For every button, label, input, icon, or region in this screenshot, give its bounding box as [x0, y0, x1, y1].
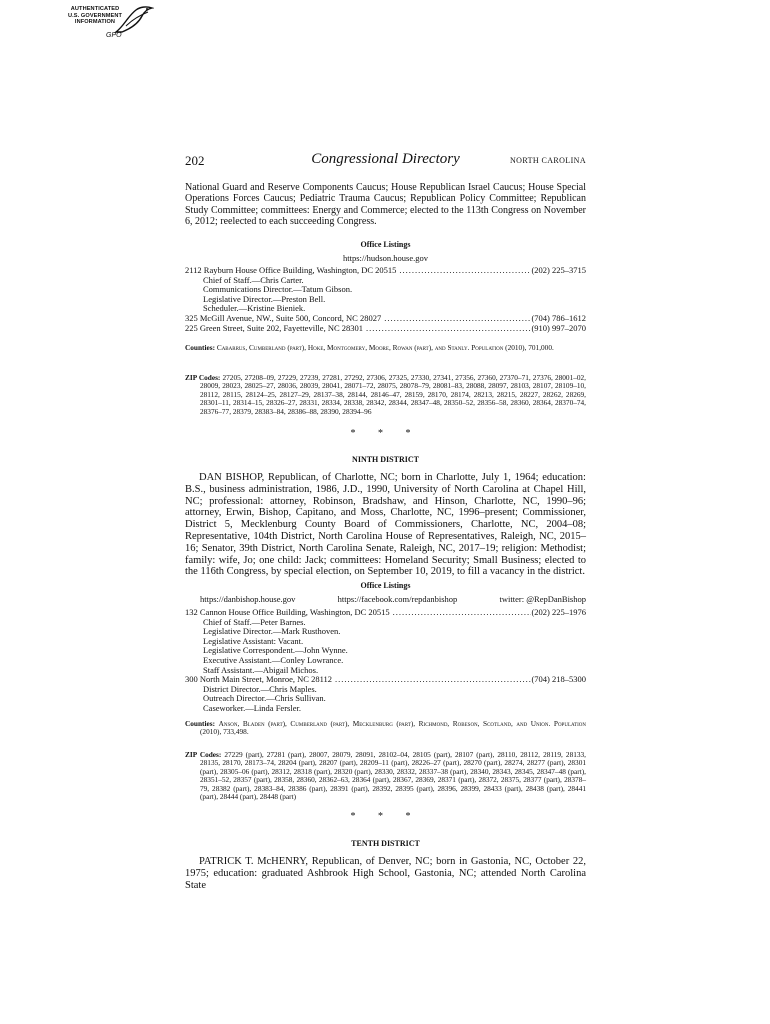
district-office-address: 325 McGill Avenue, NW., Suite 500, Concord, NC 28027	[185, 312, 382, 323]
member-name: DAN BISHOP	[199, 472, 262, 483]
office-listing-block	[185, 266, 586, 333]
office-url: https://hudson.house.gov	[342, 253, 428, 263]
district-office-phone: (704) 218–5300	[531, 674, 586, 685]
section-separator: * * *	[350, 811, 421, 822]
staff-line: Scheduler.—Kristine Bieniek.	[203, 303, 306, 314]
staff-line: Legislative Correspondent.—John Wynne.	[203, 645, 348, 656]
staff-line: Legislative Director.—Mark Rusthoven.	[203, 626, 341, 637]
zip-codes-block	[185, 751, 586, 801]
member-biography	[185, 472, 586, 578]
staff-line: Caseworker.—Linda Fersler.	[203, 702, 301, 713]
biography-text: , Republican, of Denver, NC; born in Gastonia, NC, October 22, 1975; education: graduated Ashbrook High School, Gastonia, NC; attended North Carolina State	[185, 856, 586, 891]
page-title: Congressional Directory	[311, 151, 460, 167]
leader-dots	[332, 675, 531, 685]
logo-line: INFORMATION	[74, 19, 116, 26]
dc-office-address: 2112 Rayburn House Office Building, Washington, DC 20515	[185, 265, 397, 275]
page-number: 202	[185, 153, 205, 168]
member-biography	[185, 856, 586, 891]
leader-dots	[396, 266, 531, 276]
staff-line: Legislative Assistant: Vacant.	[203, 635, 304, 646]
website-url: https://danbishop.house.gov	[200, 594, 296, 604]
biography-text: , Republican, of Charlotte, NC; born in Charlotte, July 1, 1964; education: B.S., business administration, 1986, J.D., 1990, University of North Carolina at Chapel Hill, NC; professional: attorney, Robinson, Bradshaw, and Hinson, Charlotte, NC, 1990–96; attorney, Erwin, Bishop, Capitano, and Moss, Charlotte, NC, 1996–present; Commissioner, District 5, Mecklenburg County Board of Commissioners, Charlotte, NC, 2004–08; Representative, 104th District, North Carolina House of Representatives, Raleigh, NC, 2015–16; Senator, 39th District, North Carolina Senate, Raleigh, NC, 2017–19; religion: Methodist; family: wife, Jo; one child: Jack; committees: Homeland Security; Small Business; elected to the 116th Congress, by special election, on September 10, 2019, to fill a vacancy in the district.	[185, 472, 586, 578]
leader-dots	[363, 324, 531, 334]
office-listings-heading: Office Listings	[360, 581, 411, 590]
leader-dots	[390, 608, 532, 618]
logo-line: AUTHENTICATED	[70, 6, 120, 12]
twitter-handle: twitter: @RepDanBishop	[499, 594, 586, 604]
zip-text: 27229 (part), 27281 (part), 28007, 28079, 28091, 28102–04, 28105 (part), 28107 (part), 28110, 28112, 28119, 28133, 28135, 28170, 28173–74, 28204 (part), 28207 (part), 28209–11 (part), 28226–27 (part), 28270 (part), 28274, 28277 (part), 28301 (part), 28305–06 (part), 28312, 28318 (part), 28320 (part), 28330, 28332, 28337–38 (part), 28340, 28343, 28345, 28347–48 (part), 28351–52, 28357 (part), 28358, 28360, 28362–63, 28364 (part), 28367, 28369, 28371 (part), 28372, 28375, 28377 (part), 28378–79, 28382 (part), 28383–84, 28386 (part), 28391 (part), 28392, 28395 (part), 28396, 28399, 28433 (part), 28438 (part), 28441 (part), 28444 (part), 28448 (part)	[200, 750, 586, 802]
staff-line: Chief of Staff.—Peter Barnes.	[203, 616, 306, 627]
dc-office-phone: (202) 225–1976	[531, 607, 586, 617]
staff-line: District Director.—Chris Maples.	[203, 683, 317, 694]
district-office-row	[185, 324, 586, 334]
intro-paragraph: National Guard and Reserve Components Caucus; House Republican Israel Caucus; House Special Operations Forces Caucus; Pediatric Trauma Caucus; Republican Policy Committee; Republican Study Committee; committees: Energy and Commerce; elected to the 113th Congress on November 6, 2012; reelected to each succeeding Congress.	[185, 182, 586, 228]
district-office-address: 225 Green Street, Suite 202, Fayetteville, NC 28301	[185, 322, 363, 333]
counties-text: Anson, Bladen (part), Cumberland (part), Mecklenburg (part), Richmond, Robeson, Scotland, and Union. Population (2010), 733,498.	[200, 719, 586, 737]
logo-line: U.S. GOVERNMENT	[67, 12, 123, 19]
zip-codes-block	[185, 374, 586, 416]
gpo-authentication-logo	[62, 4, 157, 46]
district-office-phone: (910) 997–2070	[531, 322, 586, 333]
staff-line: Outreach Director.—Chris Sullivan.	[203, 693, 326, 704]
district-office-phone: (704) 786–1612	[531, 312, 586, 323]
office-urls	[200, 594, 586, 604]
staff-line: Communications Director.—Tatum Gibson.	[203, 284, 353, 295]
district-heading: NINTH DISTRICT	[352, 455, 419, 464]
staff-line: Executive Assistant.—Conley Lowrance.	[203, 654, 344, 665]
counties-label: Counties:	[185, 343, 215, 352]
dc-office-address: 132 Cannon House Office Building, Washington, DC 20515	[185, 607, 390, 617]
state-label: NORTH CAROLINA	[509, 156, 586, 165]
office-listings-heading: Office Listings	[360, 240, 411, 249]
staff-line: Chief of Staff.—Chris Carter.	[203, 274, 304, 285]
counties-block	[185, 344, 586, 352]
zip-label: ZIP Codes:	[185, 750, 222, 759]
facebook-url: https://facebook.com/repdanbishop	[337, 594, 458, 604]
staff-line: Legislative Director.—Preston Bell.	[203, 293, 326, 304]
zip-label: ZIP Codes:	[185, 373, 221, 382]
counties-block	[185, 720, 586, 737]
district-office-address: 300 North Main Street, Monroe, NC 28112	[185, 674, 333, 685]
dc-office-phone: (202) 225–3715	[531, 265, 586, 275]
counties-label: Counties:	[185, 719, 215, 728]
running-header	[185, 152, 586, 170]
section-separator: * * *	[350, 428, 421, 439]
staff-line: Staff Assistant.—Abigail Michos.	[203, 664, 319, 675]
leader-dots	[381, 314, 531, 324]
office-listing-block	[185, 608, 586, 714]
district-heading: TENTH DISTRICT	[351, 839, 420, 848]
logo-mark: GPO	[106, 32, 122, 39]
zip-text: 27205, 27208–09, 27229, 27239, 27281, 27292, 27306, 27325, 27330, 27341, 27356, 27360, 27370–71, 27376, 28001–02, 28009, 28023, 28025–27, 28036, 28039, 28041, 28071–72, 28075, 28078–79, 28081–83, 28088, 28097, 28103, 28107, 28109–10, 28112, 28115, 28124–25, 28127–29, 28137–38, 28144, 28146–47, 28159, 28170, 28174, 28213, 28215, 28227, 28262, 28269, 28301–11, 28314–15, 28326–27, 28331, 28334, 28338, 28342, 28344, 28347–48, 28350–52, 28356–58, 28360, 28364, 28370–74, 28376–77, 28379, 28383–84, 28386–88, 28390, 28394–96	[200, 373, 586, 416]
member-name: PATRICK T. McHENRY	[199, 856, 306, 867]
counties-text: Cabarrus, Cumberland (part), Hoke, Montgomery, Moore, Rowan (part), and Stanly. Population (2010), 701,000.	[216, 343, 554, 352]
